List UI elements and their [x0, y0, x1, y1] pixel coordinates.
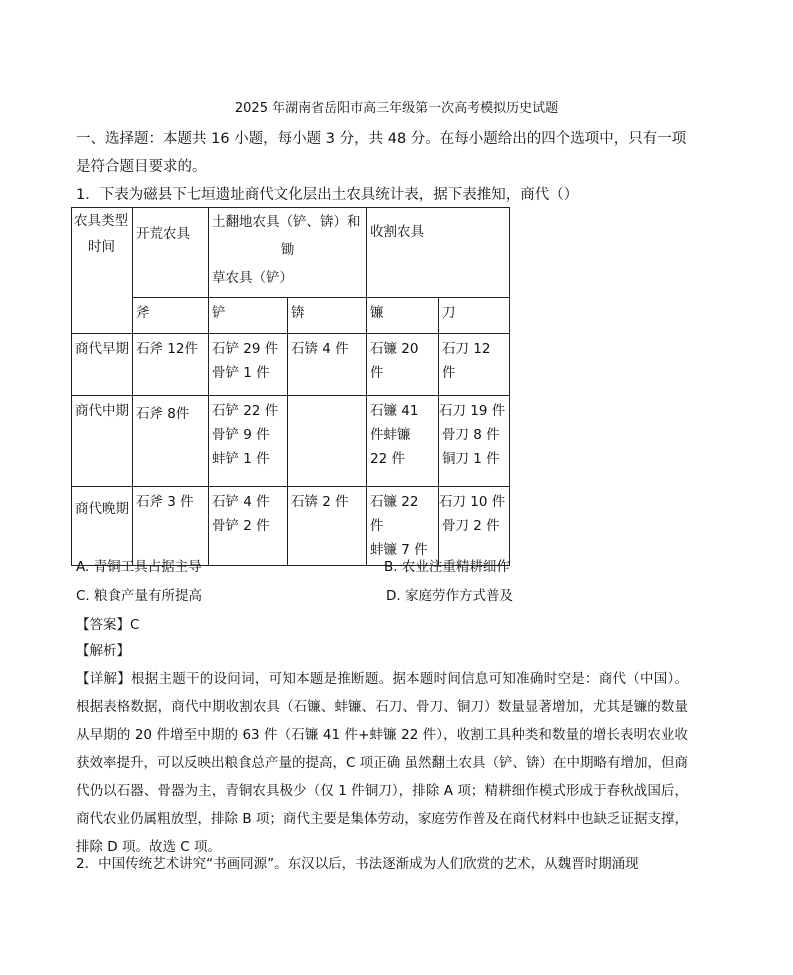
- header-tufan-line1: 土翻地农具（铲、锛）和: [212, 214, 361, 230]
- header-shouge: [367, 208, 510, 298]
- dao-line: 骨刀 2 件: [442, 518, 500, 534]
- chan-cell: [209, 334, 288, 396]
- dao-line: 石刀 12: [442, 341, 491, 357]
- table-row: [72, 334, 510, 396]
- lian-cell: [367, 487, 439, 566]
- lian-line: 22 件: [370, 451, 405, 467]
- option-c: C. 粮食产量有所提高: [76, 588, 203, 604]
- dao-line: 石刀 19 件: [439, 403, 506, 419]
- header-kaihuang: [133, 208, 209, 298]
- fu-cell: 石斧 12件: [133, 334, 209, 396]
- period-cell: 商代晚期: [72, 487, 133, 566]
- lian-line: 石镰 41: [370, 403, 419, 419]
- chan-cell: [209, 396, 288, 487]
- question-1-stem: 1．下表为磁县下七垣遗址商代文化层出土农具统计表，据下表推知，商代（）: [76, 187, 579, 203]
- period-cell: 商代中期: [72, 396, 133, 487]
- corner-label-type: 农具类型: [74, 213, 128, 229]
- header-tufan: [209, 208, 367, 298]
- dao-cell: [439, 396, 510, 487]
- subheader-ben: 锛: [288, 298, 367, 334]
- detail-explanation: 【详解】根据主题干的设问词，可知本题是推断题。据本题时间信息可知准确时空是：商代（中国）。根据表格数据，商代中期收割农具（石镰、蚌镰、石刀、骨刀、铜刀）数量显著增加，尤其是镰的数量从早期的 20 件增至中期的 63 件（石镰 41 件+蚌镰 22 件），收割工具种类和数量的增长表明农业收获效率提升，可以反映出粮食总产量的提高，C 项正确 虽然翻土农具（铲、锛）在中期略有增加，但商代仍以石器、骨器为主，青铜农具极少（仅 1 件铜刀），排除 A 项；精耕细作模式形成于春秋战国后，商代农业仍属粗放型，排除 B 项；商代主要是集体劳动，家庭劳作普及在商代材料中也缺乏证据支撑，排除 D 项。故选 C 项。: [76, 671, 689, 855]
- dao-line: 铜刀 1 件: [442, 451, 500, 467]
- dao-line: 骨刀 8 件: [442, 427, 500, 443]
- fu-cell: 石斧 3 件: [133, 487, 209, 566]
- option-a: A. 青铜工具占据主导: [76, 559, 202, 575]
- table-corner-cell: [72, 208, 133, 334]
- chan-line: 骨铲 9 件: [212, 427, 270, 443]
- section-instructions-line1: 一、选择题：本题共 16 小题，每小题 3 分，共 48 分。在每小题给出的四个选项中，只有一项: [76, 131, 687, 147]
- ben-cell: 石锛 4 件: [288, 334, 367, 396]
- subheader-chan: 铲: [209, 298, 288, 334]
- chan-line: 骨铲 1 件: [212, 365, 270, 381]
- corner-label-time: 时间: [88, 239, 115, 255]
- option-b: B. 农业注重精耕细作: [384, 559, 510, 575]
- header-kaihuang-label: 开荒农具: [136, 226, 190, 242]
- header-shouge-label: 收割农具: [370, 224, 424, 240]
- page-title: 2025 年湖南省岳阳市高三年级第一次高考模拟历史试题: [234, 101, 559, 116]
- lian-cell: 石镰 20 件: [367, 334, 439, 396]
- subheader-lian: 镰: [367, 298, 439, 334]
- answer-label: 【答案】C: [76, 617, 140, 633]
- subheader-dao: 刀: [439, 298, 510, 334]
- dao-cell: [439, 487, 510, 566]
- dao-line: 石刀 10 件: [439, 494, 506, 510]
- question-2-stem: 2．中国传统艺术讲究“书画同源”。东汉以后，书法逐渐成为人们欣赏的艺术，从魏晋时期涌现: [76, 856, 639, 872]
- header-tufan-line2: 锄: [280, 242, 295, 258]
- table-row: [72, 396, 510, 487]
- fu-cell: 石斧 8件: [133, 396, 209, 487]
- period-cell: 商代早期: [72, 334, 133, 396]
- table-row: [72, 487, 510, 566]
- ben-cell: 石锛 2 件: [288, 487, 367, 566]
- lian-line: 石镰 22 件: [370, 494, 419, 534]
- subheader-fu: 斧: [133, 298, 209, 334]
- farm-tools-table: [71, 207, 510, 566]
- dao-cell: [439, 334, 510, 396]
- option-d: D. 家庭劳作方式普及: [386, 588, 513, 604]
- analysis-label: 【解析】: [76, 643, 130, 659]
- chan-line: 石铲 4 件: [212, 494, 270, 510]
- chan-line: 蚌铲 1 件: [212, 451, 270, 467]
- dao-line: 件: [442, 365, 456, 381]
- lian-line: 件蚌镰: [370, 427, 411, 443]
- header-tufan-line3: 草农具（铲）: [212, 270, 293, 286]
- chan-line: 石铲 22 件: [212, 403, 279, 419]
- lian-line: 蚌镰 7 件: [370, 542, 428, 558]
- chan-cell: [209, 487, 288, 566]
- section-instructions-line2: 是符合题目要求的。: [76, 159, 207, 175]
- lian-cell: [367, 396, 439, 487]
- chan-line: 石铲 29 件: [212, 341, 279, 357]
- chan-line: 骨铲 2 件: [212, 518, 270, 534]
- ben-cell: [288, 396, 367, 487]
